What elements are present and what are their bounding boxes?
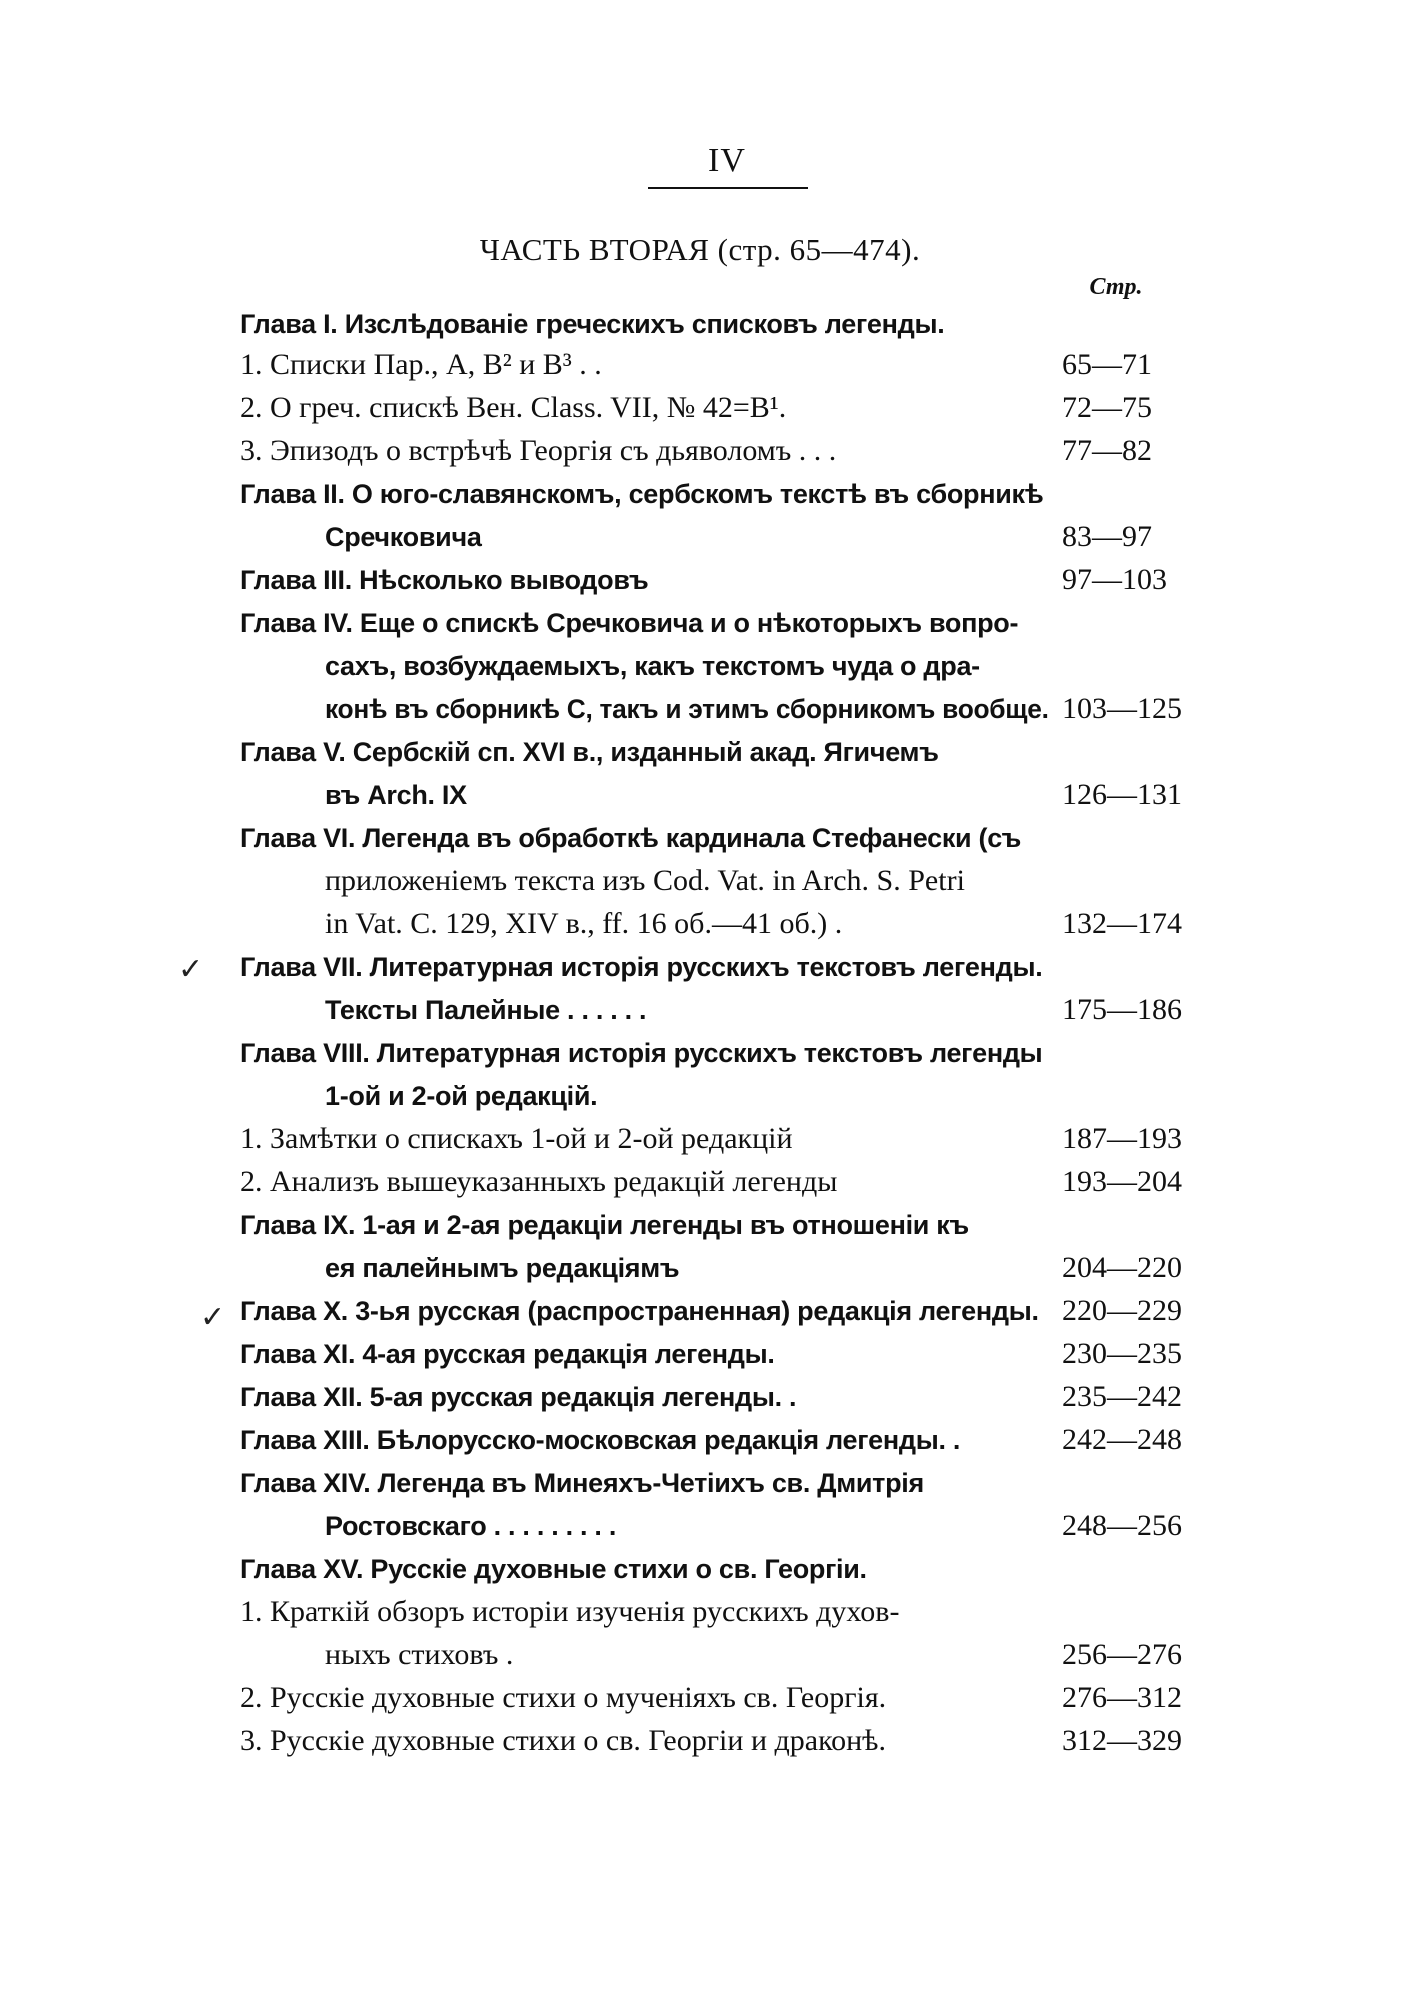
toc-entry: Глава IV. Еще о спискѣ Сречковича и о нѣкоторыхъ вопро-: [240, 608, 1019, 638]
toc-entry: Глава X. 3-ья русская (распространенная) редакція легенды.: [240, 1296, 1039, 1326]
toc-page-range: 204—220: [1062, 1251, 1182, 1284]
toc-entry: Глава I. Изслѣдованіе греческихъ списковъ легенды.: [240, 309, 945, 339]
header-rule: [648, 187, 808, 189]
margin-check-mark: ✓: [200, 1300, 226, 1335]
toc-page-range: 193—204: [1062, 1165, 1182, 1198]
toc-entry: 1. Замѣтки о спискахъ 1-ой и 2-ой редакцій: [240, 1122, 793, 1155]
toc-entry: Глава XV. Русскіе духовные стихи о св. Георгіи.: [240, 1554, 867, 1584]
toc-page-range: 220—229: [1062, 1294, 1182, 1327]
toc-entry: 2. Русскіе духовные стихи о мученіяхъ св. Георгія.: [240, 1681, 887, 1714]
part-title: ЧАСТЬ ВТОРАЯ (стр. 65—474).: [479, 232, 921, 267]
toc-entry: 1-ой и 2-ой редакцій.: [325, 1081, 598, 1111]
toc-entry: 1. Списки Пар., А, В² и В³ . .: [240, 348, 602, 381]
toc-page-range: 126—131: [1062, 778, 1182, 811]
toc-page-range: 248—256: [1062, 1509, 1182, 1542]
toc-page-range: 83—97: [1062, 520, 1152, 553]
toc-entry: Глава XI. 4-ая русская редакція легенды.: [240, 1339, 775, 1369]
toc-entry: ныхъ стиховъ .: [325, 1638, 514, 1671]
page-number: IV: [708, 142, 746, 179]
toc-page-range: 230—235: [1062, 1337, 1182, 1370]
toc-entry: Глава VII. Литературная исторія русскихъ текстовъ легенды.: [240, 952, 1043, 982]
toc-entry: 3. Русскіе духовные стихи о св. Георгіи и драконѣ.: [240, 1724, 886, 1757]
toc-page-range: 77—82: [1062, 434, 1152, 467]
toc-page-range: 242—248: [1062, 1423, 1182, 1456]
toc-entry: Глава III. Нѣсколько выводовъ: [240, 565, 649, 595]
toc-entry: Тексты Палейные . . . . . .: [325, 995, 647, 1025]
toc-entry: приложеніемъ текста изъ Cod. Vat. in Arch. S. Petri: [325, 864, 965, 897]
toc-entry: ея палейнымъ редакціямъ: [325, 1253, 680, 1283]
toc-page-range: 312—329: [1062, 1724, 1182, 1757]
toc-entry: сахъ, возбуждаемыхъ, какъ текстомъ чуда о дра-: [325, 651, 980, 681]
toc-entry: Сречковича: [325, 522, 482, 552]
toc-entry: Глава V. Сербскій сп. XVI в., изданный акад. Ягичемъ: [240, 737, 939, 767]
margin-check-mark: ✓: [178, 952, 204, 987]
toc-entry: 2. Анализъ вышеуказанныхъ редакцій легенды: [240, 1165, 838, 1198]
toc-page-range: 235—242: [1062, 1380, 1182, 1413]
toc-entry: Глава II. О юго-славянскомъ, сербскомъ текстѣ въ сборникѣ: [240, 479, 1044, 509]
toc-entry: Глава IX. 1-ая и 2-ая редакціи легенды въ отношеніи къ: [240, 1210, 969, 1240]
toc-entry: 2. О греч. спискѣ Вен. Class. VII, № 42=В¹.: [240, 391, 787, 424]
toc-entry: 1. Краткій обзоръ исторіи изученія русскихъ духов-: [240, 1595, 900, 1628]
toc-entry: въ Arch. IX: [325, 780, 467, 810]
toc-page-range: 97—103: [1062, 563, 1167, 596]
toc-page-range: 132—174: [1062, 907, 1182, 940]
pages-column-label: Стр.: [1089, 274, 1143, 300]
toc-page-range: 187—193: [1062, 1122, 1182, 1155]
toc-entry: in Vat. C. 129, XIV в., ff. 16 об.—41 об.) .: [325, 907, 843, 940]
toc-page-range: 65—71: [1062, 348, 1152, 381]
toc-entry: Глава VIII. Литературная исторія русскихъ текстовъ легенды: [240, 1038, 1043, 1068]
toc-page-range: 276—312: [1062, 1681, 1182, 1714]
toc-entry: 3. Эпизодъ о встрѣчѣ Георгія съ дьяволомъ . . .: [240, 434, 837, 467]
toc-entry: конѣ въ сборникѣ С, такъ и этимъ сборникомъ вообще.: [325, 694, 1049, 724]
toc-entry: Глава XIV. Легенда въ Минеяхъ-Четіихъ св. Дмитрія: [240, 1468, 924, 1498]
toc-entry: Глава XIII. Бѣлорусско-московская редакція легенды. .: [240, 1425, 961, 1455]
toc-page-range: 256—276: [1062, 1638, 1182, 1671]
toc-entry: Глава XII. 5-ая русская редакція легенды. .: [240, 1382, 797, 1412]
toc-page-range: 103—125: [1062, 692, 1182, 725]
toc-entry: Ростовскаго . . . . . . . . .: [325, 1511, 617, 1541]
toc-entry: Глава VI. Легенда въ обработкѣ кардинала Стефанески (съ: [240, 823, 1021, 853]
toc-page-range: 72—75: [1062, 391, 1152, 424]
toc-page-range: 175—186: [1062, 993, 1182, 1026]
